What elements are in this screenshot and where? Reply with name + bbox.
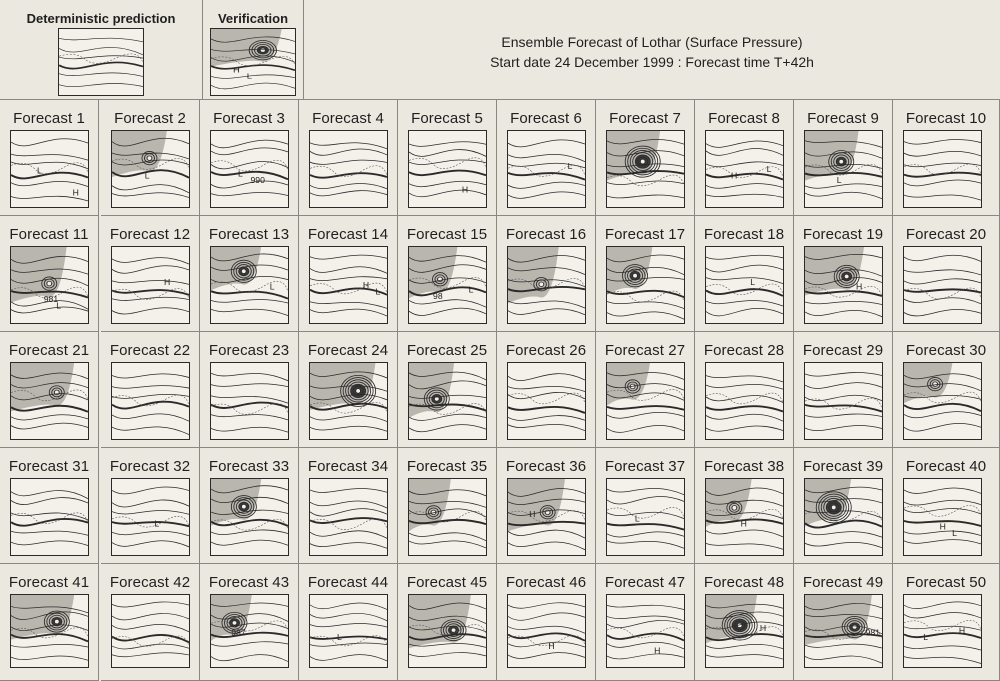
forecast-cell [893, 448, 1000, 564]
isobar-map [310, 479, 387, 555]
isobar-map-mark: H [958, 625, 966, 636]
verification-label: Verification [217, 11, 289, 26]
isobar-map [211, 29, 295, 95]
forecast-cell [0, 216, 99, 332]
isobar-map-mark: H [548, 641, 555, 651]
isobar-map [607, 595, 684, 667]
isobar-map [904, 479, 981, 555]
isobar-map-mark: H [939, 521, 946, 532]
isobar-map [805, 247, 882, 323]
forecast-label: Forecast 41 [8, 574, 90, 591]
forecast-label: Forecast 39 [802, 458, 884, 475]
forecast-label: Forecast 47 [604, 574, 686, 591]
forecast-cell [596, 448, 695, 564]
isobar-map [805, 595, 882, 667]
forecast-map [507, 130, 586, 208]
isobar-map [409, 363, 486, 439]
forecast-cell [695, 448, 794, 564]
forecast-label: Forecast 19 [802, 226, 884, 243]
forecast-cell [497, 100, 596, 216]
isobar-map [805, 479, 882, 555]
forecast-cell [101, 448, 200, 564]
forecast-label: Forecast 49 [802, 574, 884, 591]
forecast-cell [596, 332, 695, 448]
forecast-label: Forecast 7 [609, 110, 681, 127]
forecast-label: Forecast 12 [109, 226, 191, 243]
isobar-map [706, 247, 783, 323]
forecast-label: Forecast 10 [905, 110, 987, 127]
forecast-map [408, 130, 487, 208]
forecast-map [309, 362, 388, 440]
forecast-map [606, 594, 685, 668]
title-panel [304, 0, 1000, 100]
isobar-map-mark: L [269, 281, 275, 292]
forecast-label: Forecast 32 [109, 458, 191, 475]
isobar-map [508, 131, 585, 207]
forecast-cell [695, 564, 794, 681]
forecast-label: Forecast 17 [604, 226, 686, 243]
isobar-map-mark: L [336, 632, 342, 642]
isobar-map-mark: L [567, 161, 573, 171]
forecast-label: Forecast 23 [208, 342, 290, 359]
forecast-cell [497, 216, 596, 332]
isobar-map-mark: L [836, 175, 842, 186]
isobar-map-mark: L [766, 163, 772, 174]
isobar-map [904, 131, 981, 207]
isobar-map-mark: H [163, 277, 171, 287]
forecast-cell [695, 332, 794, 448]
isobar-map [11, 247, 88, 323]
isobar-map [11, 363, 88, 439]
deterministic-prediction-label: Deterministic prediction [26, 11, 176, 26]
forecast-cell [398, 564, 497, 681]
forecast-map [507, 246, 586, 324]
isobar-map [607, 479, 684, 555]
forecast-map [804, 130, 883, 208]
forecast-cell [596, 564, 695, 681]
isobar-map [112, 247, 189, 323]
forecast-cell [497, 564, 596, 681]
isobar-map-mark: H [856, 281, 863, 292]
forecast-map [10, 362, 89, 440]
forecast-cell [101, 332, 200, 448]
chart-title: Ensemble Forecast of Lothar (Surface Pressure) [501, 34, 803, 50]
forecast-map [705, 478, 784, 556]
verification-map [210, 28, 296, 96]
forecast-label: Forecast 18 [703, 226, 785, 243]
isobar-map [607, 131, 684, 207]
forecast-label: Forecast 9 [807, 110, 879, 127]
forecast-cell [893, 216, 1000, 332]
forecast-label: Forecast 5 [411, 110, 483, 127]
forecast-label: Forecast 1 [13, 110, 85, 127]
forecast-label: Forecast 22 [109, 342, 191, 359]
isobar-map [211, 479, 288, 555]
isobar-map-mark: H [461, 184, 469, 195]
forecast-map [210, 246, 289, 324]
forecast-map [903, 594, 982, 668]
forecast-map [804, 362, 883, 440]
forecast-map [507, 594, 586, 668]
isobar-map [607, 247, 684, 323]
forecast-map [111, 594, 190, 668]
forecast-cell [200, 448, 299, 564]
forecast-cell [299, 216, 398, 332]
forecast-cell [398, 332, 497, 448]
forecast-cell [794, 332, 893, 448]
forecast-label: Forecast 38 [703, 458, 785, 475]
isobar-map-mark: L [923, 632, 929, 642]
forecast-map [309, 594, 388, 668]
isobar-map-mark: L [952, 528, 957, 538]
isobar-map [706, 595, 783, 667]
forecast-cell [695, 216, 794, 332]
forecast-map [705, 594, 784, 668]
forecast-map [408, 594, 487, 668]
isobar-map-mark: L [154, 518, 160, 529]
isobar-map-mark: L [375, 286, 381, 297]
forecast-label: Forecast 48 [703, 574, 785, 591]
isobar-map [805, 131, 882, 207]
forecast-cell [398, 216, 497, 332]
isobar-map-mark: H [72, 187, 79, 198]
forecast-label: Forecast 34 [307, 458, 389, 475]
forecast-label: Forecast 15 [406, 226, 488, 243]
forecast-label: Forecast 24 [307, 342, 389, 359]
isobar-map-mark: H [759, 623, 767, 633]
forecast-label: Forecast 44 [307, 574, 389, 591]
forecast-label: Forecast 20 [905, 226, 987, 243]
forecast-map [309, 246, 388, 324]
forecast-map [408, 478, 487, 556]
isobar-map-mark: 98 [433, 291, 443, 302]
isobar-map [211, 131, 288, 207]
forecast-label: Forecast 37 [604, 458, 686, 475]
forecast-map [210, 130, 289, 208]
forecast-cell [794, 448, 893, 564]
isobar-map [706, 479, 783, 555]
forecast-map [705, 362, 784, 440]
isobar-map-mark: H [529, 509, 536, 519]
isobar-map [805, 363, 882, 439]
forecast-cell [893, 100, 1000, 216]
isobar-map [409, 479, 486, 555]
forecast-map [309, 130, 388, 208]
forecast-label: Forecast 31 [8, 458, 90, 475]
forecast-label: Forecast 13 [208, 226, 290, 243]
forecast-label: Forecast 2 [114, 110, 186, 127]
isobar-map [11, 479, 88, 555]
forecast-map [606, 246, 685, 324]
forecast-label: Forecast 25 [406, 342, 488, 359]
isobar-map [112, 479, 189, 555]
forecast-cell [0, 332, 99, 448]
isobar-map [607, 363, 684, 439]
isobar-map-mark: 981 [865, 627, 881, 638]
isobar-map [59, 29, 143, 95]
forecast-map [705, 246, 784, 324]
isobar-map-mark: L [144, 170, 150, 181]
isobar-map [508, 595, 585, 667]
forecast-cell [497, 448, 596, 564]
forecast-map [309, 478, 388, 556]
forecast-cell [596, 216, 695, 332]
isobar-map-mark: L [56, 300, 62, 311]
forecast-cell [398, 100, 497, 216]
forecast-map [705, 130, 784, 208]
forecast-label: Forecast 45 [406, 574, 488, 591]
isobar-map-mark: H [233, 65, 240, 75]
forecast-label: Forecast 6 [510, 110, 582, 127]
forecast-map [210, 362, 289, 440]
forecast-map [903, 130, 982, 208]
forecast-label: Forecast 40 [905, 458, 987, 475]
forecast-map [606, 362, 685, 440]
isobar-map-mark: H [362, 279, 370, 290]
isobar-map-mark: L [36, 165, 42, 176]
forecast-label: Forecast 36 [505, 458, 587, 475]
isobar-map-mark: L [750, 277, 756, 287]
forecast-map [408, 246, 487, 324]
forecast-cell [101, 100, 200, 216]
forecast-map [111, 362, 190, 440]
forecast-cell [200, 100, 299, 216]
forecast-cell [101, 564, 200, 681]
isobar-map [508, 479, 585, 555]
isobar-map [112, 131, 189, 207]
forecast-map [507, 362, 586, 440]
forecast-map [804, 478, 883, 556]
forecast-map [111, 130, 190, 208]
forecast-label: Forecast 4 [312, 110, 384, 127]
forecast-label: Forecast 26 [505, 342, 587, 359]
isobar-map [310, 247, 387, 323]
forecast-cell [200, 216, 299, 332]
isobar-map [409, 131, 486, 207]
isobar-map-mark: L [237, 168, 243, 179]
isobar-map-mark: H [731, 170, 738, 181]
forecast-cell [794, 100, 893, 216]
isobar-map-mark: 990 [250, 175, 265, 186]
forecast-map [804, 246, 883, 324]
isobar-map-mark: 987 [231, 627, 246, 638]
forecast-map [408, 362, 487, 440]
forecast-label: Forecast 3 [213, 110, 285, 127]
forecast-label: Forecast 14 [307, 226, 389, 243]
forecast-label: Forecast 21 [8, 342, 90, 359]
forecast-map [606, 130, 685, 208]
forecast-label: Forecast 8 [708, 110, 780, 127]
forecast-label: Forecast 50 [905, 574, 987, 591]
forecast-map [903, 362, 982, 440]
isobar-map [112, 595, 189, 667]
isobar-map [11, 131, 88, 207]
forecast-map [507, 478, 586, 556]
chart-subtitle: Start date 24 December 1999 : Forecast time T+42h [490, 54, 814, 70]
isobar-map-mark: L [634, 513, 640, 524]
forecast-map [210, 594, 289, 668]
forecast-map [10, 594, 89, 668]
isobar-map [706, 363, 783, 439]
forecast-label: Forecast 30 [905, 342, 987, 359]
isobar-map [211, 595, 288, 667]
deterministic-prediction-map [58, 28, 144, 96]
forecast-label: Forecast 29 [802, 342, 884, 359]
verification-panel [203, 0, 304, 100]
isobar-map [11, 595, 88, 667]
forecast-cell [299, 332, 398, 448]
isobar-map [508, 247, 585, 323]
isobar-map-mark: L [246, 71, 252, 81]
isobar-map [508, 363, 585, 439]
forecast-cell [0, 448, 99, 564]
forecast-cell [893, 332, 1000, 448]
forecast-map [903, 478, 982, 556]
forecast-label: Forecast 27 [604, 342, 686, 359]
forecast-cell [299, 100, 398, 216]
forecast-cell [596, 100, 695, 216]
isobar-map [706, 131, 783, 207]
forecast-label: Forecast 42 [109, 574, 191, 591]
isobar-map [310, 131, 387, 207]
forecast-map [10, 130, 89, 208]
isobar-map [904, 595, 981, 667]
forecast-cell [794, 564, 893, 681]
forecast-cell [101, 216, 200, 332]
forecast-cell [497, 332, 596, 448]
forecast-cell [299, 448, 398, 564]
forecast-cell [200, 332, 299, 448]
forecast-label: Forecast 33 [208, 458, 290, 475]
forecast-cell [695, 100, 794, 216]
isobar-map-mark: H [654, 645, 661, 656]
isobar-map-mark: L [468, 284, 474, 295]
isobar-map [211, 247, 288, 323]
isobar-map [904, 247, 981, 323]
deterministic-prediction-panel [0, 0, 203, 100]
forecast-label: Forecast 16 [505, 226, 587, 243]
forecast-map [10, 478, 89, 556]
forecast-map [111, 478, 190, 556]
forecast-cell [299, 564, 398, 681]
forecast-cell [0, 564, 99, 681]
isobar-map [310, 595, 387, 667]
isobar-map [310, 363, 387, 439]
forecast-map [10, 246, 89, 324]
forecast-label: Forecast 11 [9, 226, 89, 243]
forecast-cell [0, 100, 99, 216]
forecast-map [210, 478, 289, 556]
forecast-cell [893, 564, 1000, 681]
forecast-map [804, 594, 883, 668]
isobar-map [409, 595, 486, 667]
isobar-map-mark: 981 [43, 294, 59, 305]
forecast-label: Forecast 46 [505, 574, 587, 591]
forecast-cell [794, 216, 893, 332]
isobar-map [211, 363, 288, 439]
isobar-map [409, 247, 486, 323]
isobar-map [904, 363, 981, 439]
isobar-map [112, 363, 189, 439]
forecast-label: Forecast 28 [703, 342, 785, 359]
forecast-label: Forecast 35 [406, 458, 488, 475]
forecast-label: Forecast 43 [208, 574, 290, 591]
forecast-map [903, 246, 982, 324]
forecast-map [111, 246, 190, 324]
forecast-map [606, 478, 685, 556]
isobar-map-mark: H [740, 518, 747, 529]
forecast-cell [200, 564, 299, 681]
forecast-cell [398, 448, 497, 564]
